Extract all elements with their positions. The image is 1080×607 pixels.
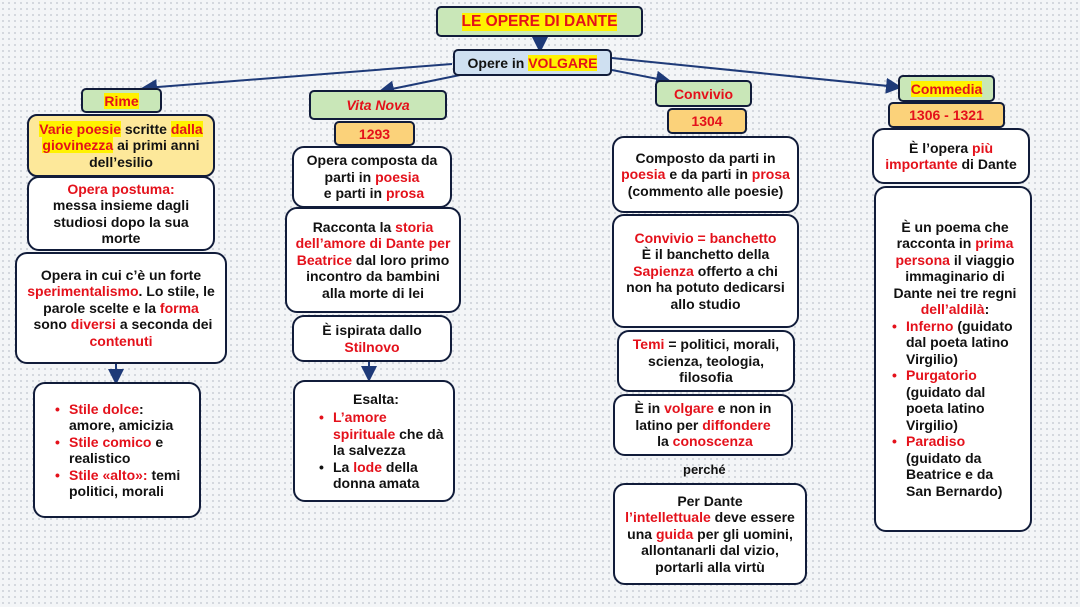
rime-varie-poesie: Varie poesie scritte dalla giovinezza ai primi anni dell’esilio [27, 114, 215, 177]
page-title: LE OPERE DI DANTE [436, 6, 643, 37]
volgare-node: Opere in VOLGARE [453, 49, 612, 76]
commedia-label: Commedia [898, 75, 995, 102]
list-item: • Inferno (guidato dal poeta latino Virgilio) [906, 318, 1022, 368]
convivio-year: 1304 [667, 108, 747, 134]
convivio-volgare: È in volgare e non in latino per diffondere la conoscenza [613, 394, 793, 456]
vita-esalta: Esalta: • L’amore spirituale che dà la salvezza • La lode della donna amata [293, 380, 455, 502]
vita-composta: Opera composta da parti in poesia e parti in prosa [292, 146, 452, 208]
convivio-banchetto: Convivio = banchetto È il banchetto della Sapienza offerto a chi non ha potuto dedicarsi allo studio [612, 214, 799, 328]
vita-storia-amore: Racconta la storia dell’amore di Dante per Beatrice dal loro primo incontro da bambini alla morte di lei [285, 207, 461, 313]
list-item: • Stile dolce: amore, amicizia [69, 401, 189, 434]
rime-opera-postuma: Opera postuma: messa insieme dagli studiosi dopo la sua morte [27, 176, 215, 251]
convivio-temi: Temi = politici, morali, scienza, teologia, filosofia [617, 330, 795, 392]
arrow-to-rime [145, 64, 452, 88]
rime-stili-list [33, 382, 201, 518]
list-item: • Paradiso (guidato da Beatrice e da San Bernardo) [906, 433, 1022, 499]
commedia-poema: È un poema che racconta in prima persona il viaggio immaginario di Dante nei tre regni dell’aldilà: • Inferno (guidato dal poeta latino Virgilio) • Purgatorio (guidato dal poeta latino Virgilio) • Paradiso (guidato da Beatrice e da San Bernardo) [874, 186, 1032, 532]
commedia-piu-importante: È l’opera più importante di Dante [872, 128, 1030, 184]
vita-nova-label: Vita Nova [309, 90, 447, 120]
convivio-intellettuale: Per Dante l’intellettuale deve essere una guida per gli uomini, allontanarli dal vizio, portarli alla virtù [613, 483, 807, 585]
list-item: • Stile comico e realistico [69, 434, 189, 467]
perche-label: perché [683, 462, 726, 477]
convivio-label: Convivio [655, 80, 752, 107]
commedia-year: 1306 - 1321 [888, 102, 1005, 128]
list-item: • La lode della donna amata [333, 459, 445, 492]
rime-sperimentalismo: Opera in cui c’è un forte sperimentalismo. Lo stile, le parole scelte e la forma sono diversi a seconda dei contenuti [15, 252, 227, 364]
rime-label: Rime [81, 88, 162, 113]
vita-stilnovo: È ispirata dallo Stilnovo [292, 315, 452, 362]
list-item: • L’amore spirituale che dà la salvezza [333, 409, 445, 459]
list-item: • Purgatorio (guidato dal poeta latino Virgilio) [906, 367, 1022, 433]
vita-nova-year: 1293 [334, 121, 415, 146]
arrow-to-vita-nova [382, 74, 465, 91]
list-item: • Stile «alto»: temi politici, morali [69, 467, 189, 500]
convivio-composto: Composto da parti in poesia e da parti in prosa (commento alle poesie) [612, 136, 799, 213]
